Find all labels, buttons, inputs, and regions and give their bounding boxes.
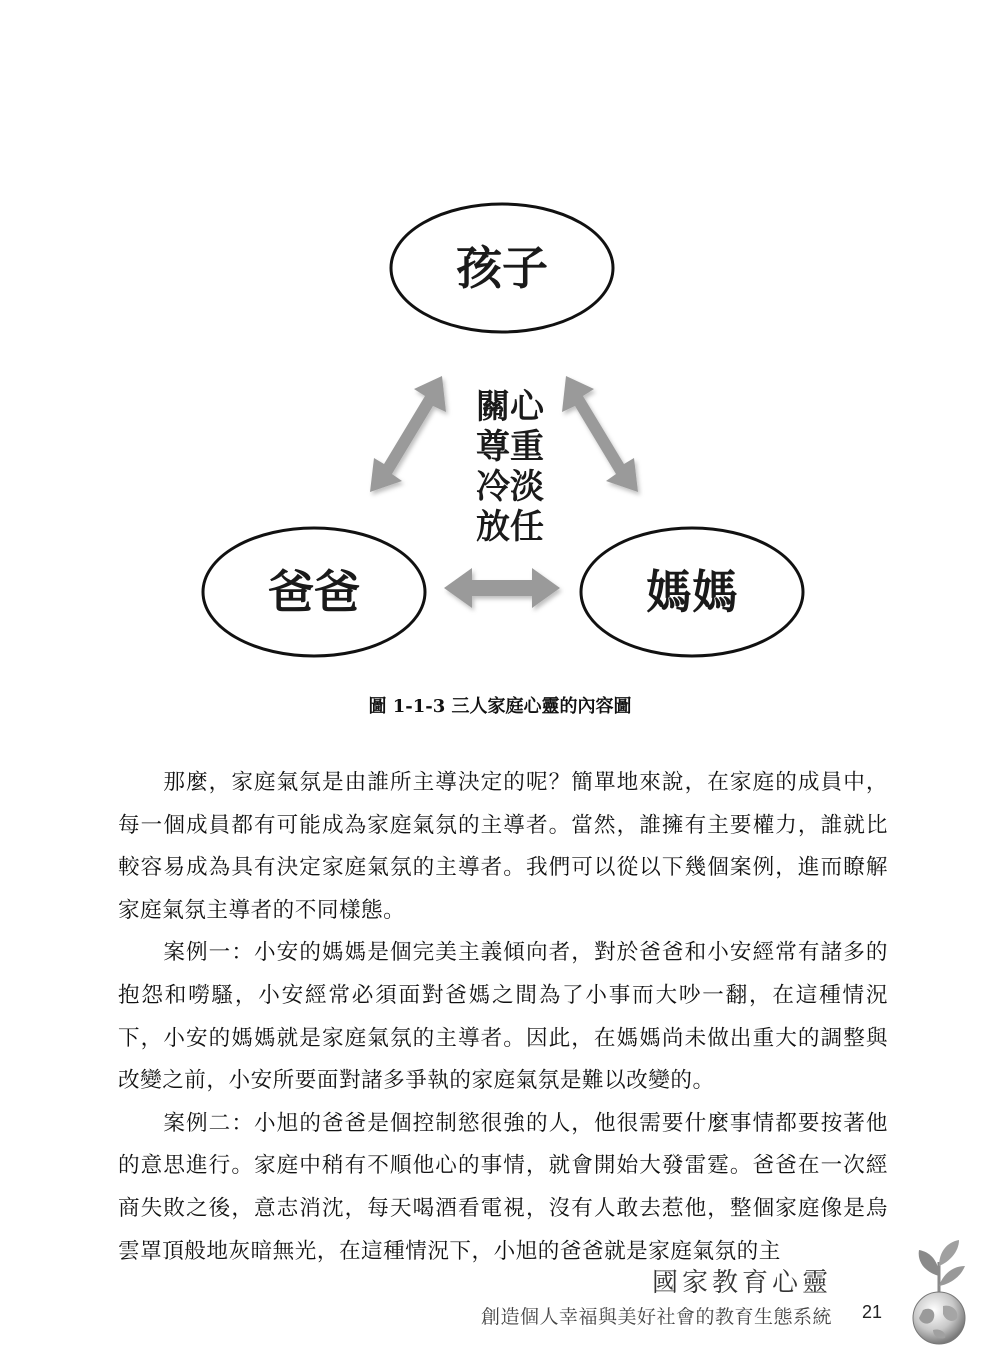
- center-labels: [476, 387, 546, 547]
- paragraph-case-2: 案例二：小旭的爸爸是個控制慾很強的人，他很需要什麼事情都要按著他的意思進行。家庭中稍有不順他心的事情，就會開始大發雷霆。爸爸在一次經商失敗之後，意志消沈，每天喝酒看電視，沒有人敢去惹他，整個家庭像是烏雲罩頂般地灰暗無光，在這種情況下，小旭的爸爸就是家庭氣氛的主: [118, 1110, 888, 1264]
- node-child-label: 孩子: [456, 241, 548, 295]
- node-father: [203, 528, 425, 656]
- node-father-label: 爸爸: [268, 565, 360, 619]
- body-text: [118, 762, 888, 1273]
- paragraph-intro: 那麼，家庭氣氛是由誰所主導決定的呢？簡單地來說，在家庭的成員中，每一個成員都有可能成為家庭氣氛的主導者。當然，誰擁有主要權力，誰就比較容易成為具有決定家庭氣氛的主導者。我們可以從以下幾個案例，進而瞭解家庭氣氛主導者的不同樣態。: [118, 770, 888, 923]
- paragraph-case-1: 案例一：小安的媽媽是個完美主義傾向者，對於爸爸和小安經常有諸多的抱怨和嘮騷，小安經常必須面對爸媽之間為了小事而大吵一翻，在這種情況下，小安的媽媽就是家庭氣氛的主導者。因此，在媽媽尚未做出重大的調整與改變之前，小安所要面對諸多爭執的家庭氣氛是難以改變的。: [118, 940, 888, 1094]
- node-mother-label: 媽媽: [646, 565, 738, 619]
- globe-sprout-logo-icon: [903, 1236, 975, 1346]
- center-label-1: 關心: [476, 387, 544, 427]
- footer-book-title: 國家教育心靈: [651, 1268, 832, 1298]
- arrow-child-mother: [562, 376, 638, 492]
- center-label-4: 放任: [476, 507, 544, 547]
- arrow-father-mother: [444, 568, 560, 608]
- arrow-child-father: [370, 376, 446, 492]
- center-label-3: 冷淡: [476, 467, 544, 507]
- figure-caption: 圖 1-1-3 三人家庭心靈的內容圖: [368, 696, 632, 717]
- page-number: 21: [862, 1302, 883, 1322]
- footer-book-subtitle: 創造個人幸福與美好社會的教育生態系統: [480, 1306, 832, 1328]
- center-label-2: 尊重: [476, 427, 544, 467]
- node-child: [391, 204, 613, 332]
- node-mother: [581, 528, 803, 656]
